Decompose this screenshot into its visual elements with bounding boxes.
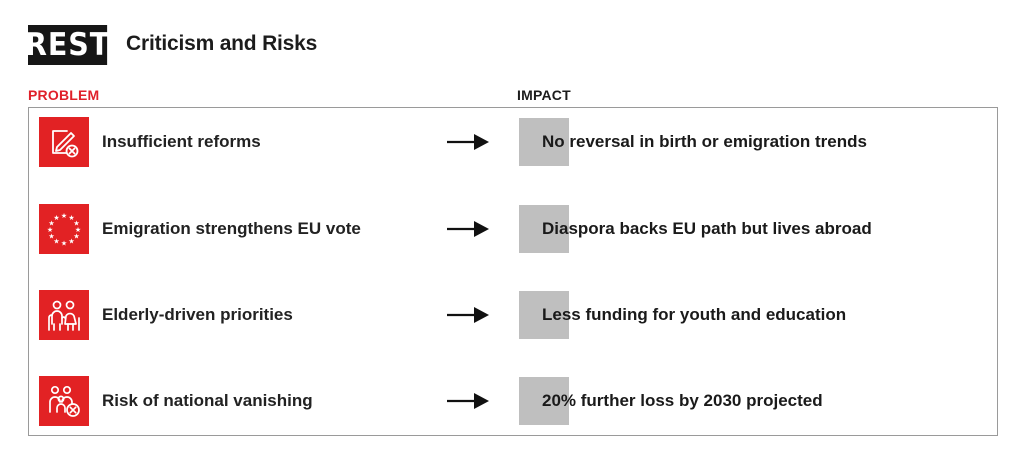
- risk-row: [29, 290, 997, 340]
- svg-text:★: ★: [73, 232, 80, 241]
- problem-label: Insufficient reforms: [102, 132, 261, 151]
- page-title: Criticism and Risks: [126, 32, 318, 55]
- svg-text:★: ★: [74, 226, 82, 234]
- problem-label: Elderly-driven priorities: [102, 305, 293, 324]
- svg-text:★: ★: [68, 214, 75, 222]
- arrow-right-icon: [446, 129, 490, 155]
- impact-label: 20% further loss by 2030 projected: [542, 391, 823, 410]
- risk-row: [29, 117, 997, 167]
- elderly-couple-icon: [39, 290, 89, 340]
- svg-text:★: ★: [48, 219, 55, 228]
- impact-label: Less funding for youth and education: [542, 305, 847, 324]
- impact-label: No reversal in birth or emigration trends: [542, 132, 867, 151]
- svg-text:★: ★: [53, 214, 60, 222]
- problem-column-header: PROBLEM: [28, 87, 100, 103]
- impact-label: Diaspora backs EU path but lives abroad: [542, 219, 872, 238]
- svg-text:★: ★: [48, 232, 55, 241]
- family-remove-icon: [39, 376, 89, 426]
- edit-document-icon: [39, 117, 89, 167]
- arrow-right-icon: [446, 302, 490, 328]
- arrow-right-icon: [446, 388, 490, 414]
- svg-text:★: ★: [68, 237, 75, 246]
- svg-text:★: ★: [73, 219, 80, 228]
- svg-text:★: ★: [60, 239, 68, 248]
- rest-logo: REST: [24, 27, 111, 63]
- risk-row: [29, 376, 997, 426]
- svg-text:★: ★: [60, 212, 68, 220]
- risk-row: [29, 204, 997, 254]
- eu-stars-icon: [39, 204, 89, 254]
- problem-label: Emigration strengthens EU vote: [102, 219, 361, 238]
- criticism-panel: [28, 107, 998, 436]
- svg-text:★: ★: [53, 237, 60, 246]
- svg-text:★: ★: [46, 226, 54, 234]
- arrow-right-icon: [446, 216, 490, 242]
- impact-column-header: IMPACT: [517, 87, 571, 103]
- problem-label: Risk of national vanishing: [102, 391, 313, 410]
